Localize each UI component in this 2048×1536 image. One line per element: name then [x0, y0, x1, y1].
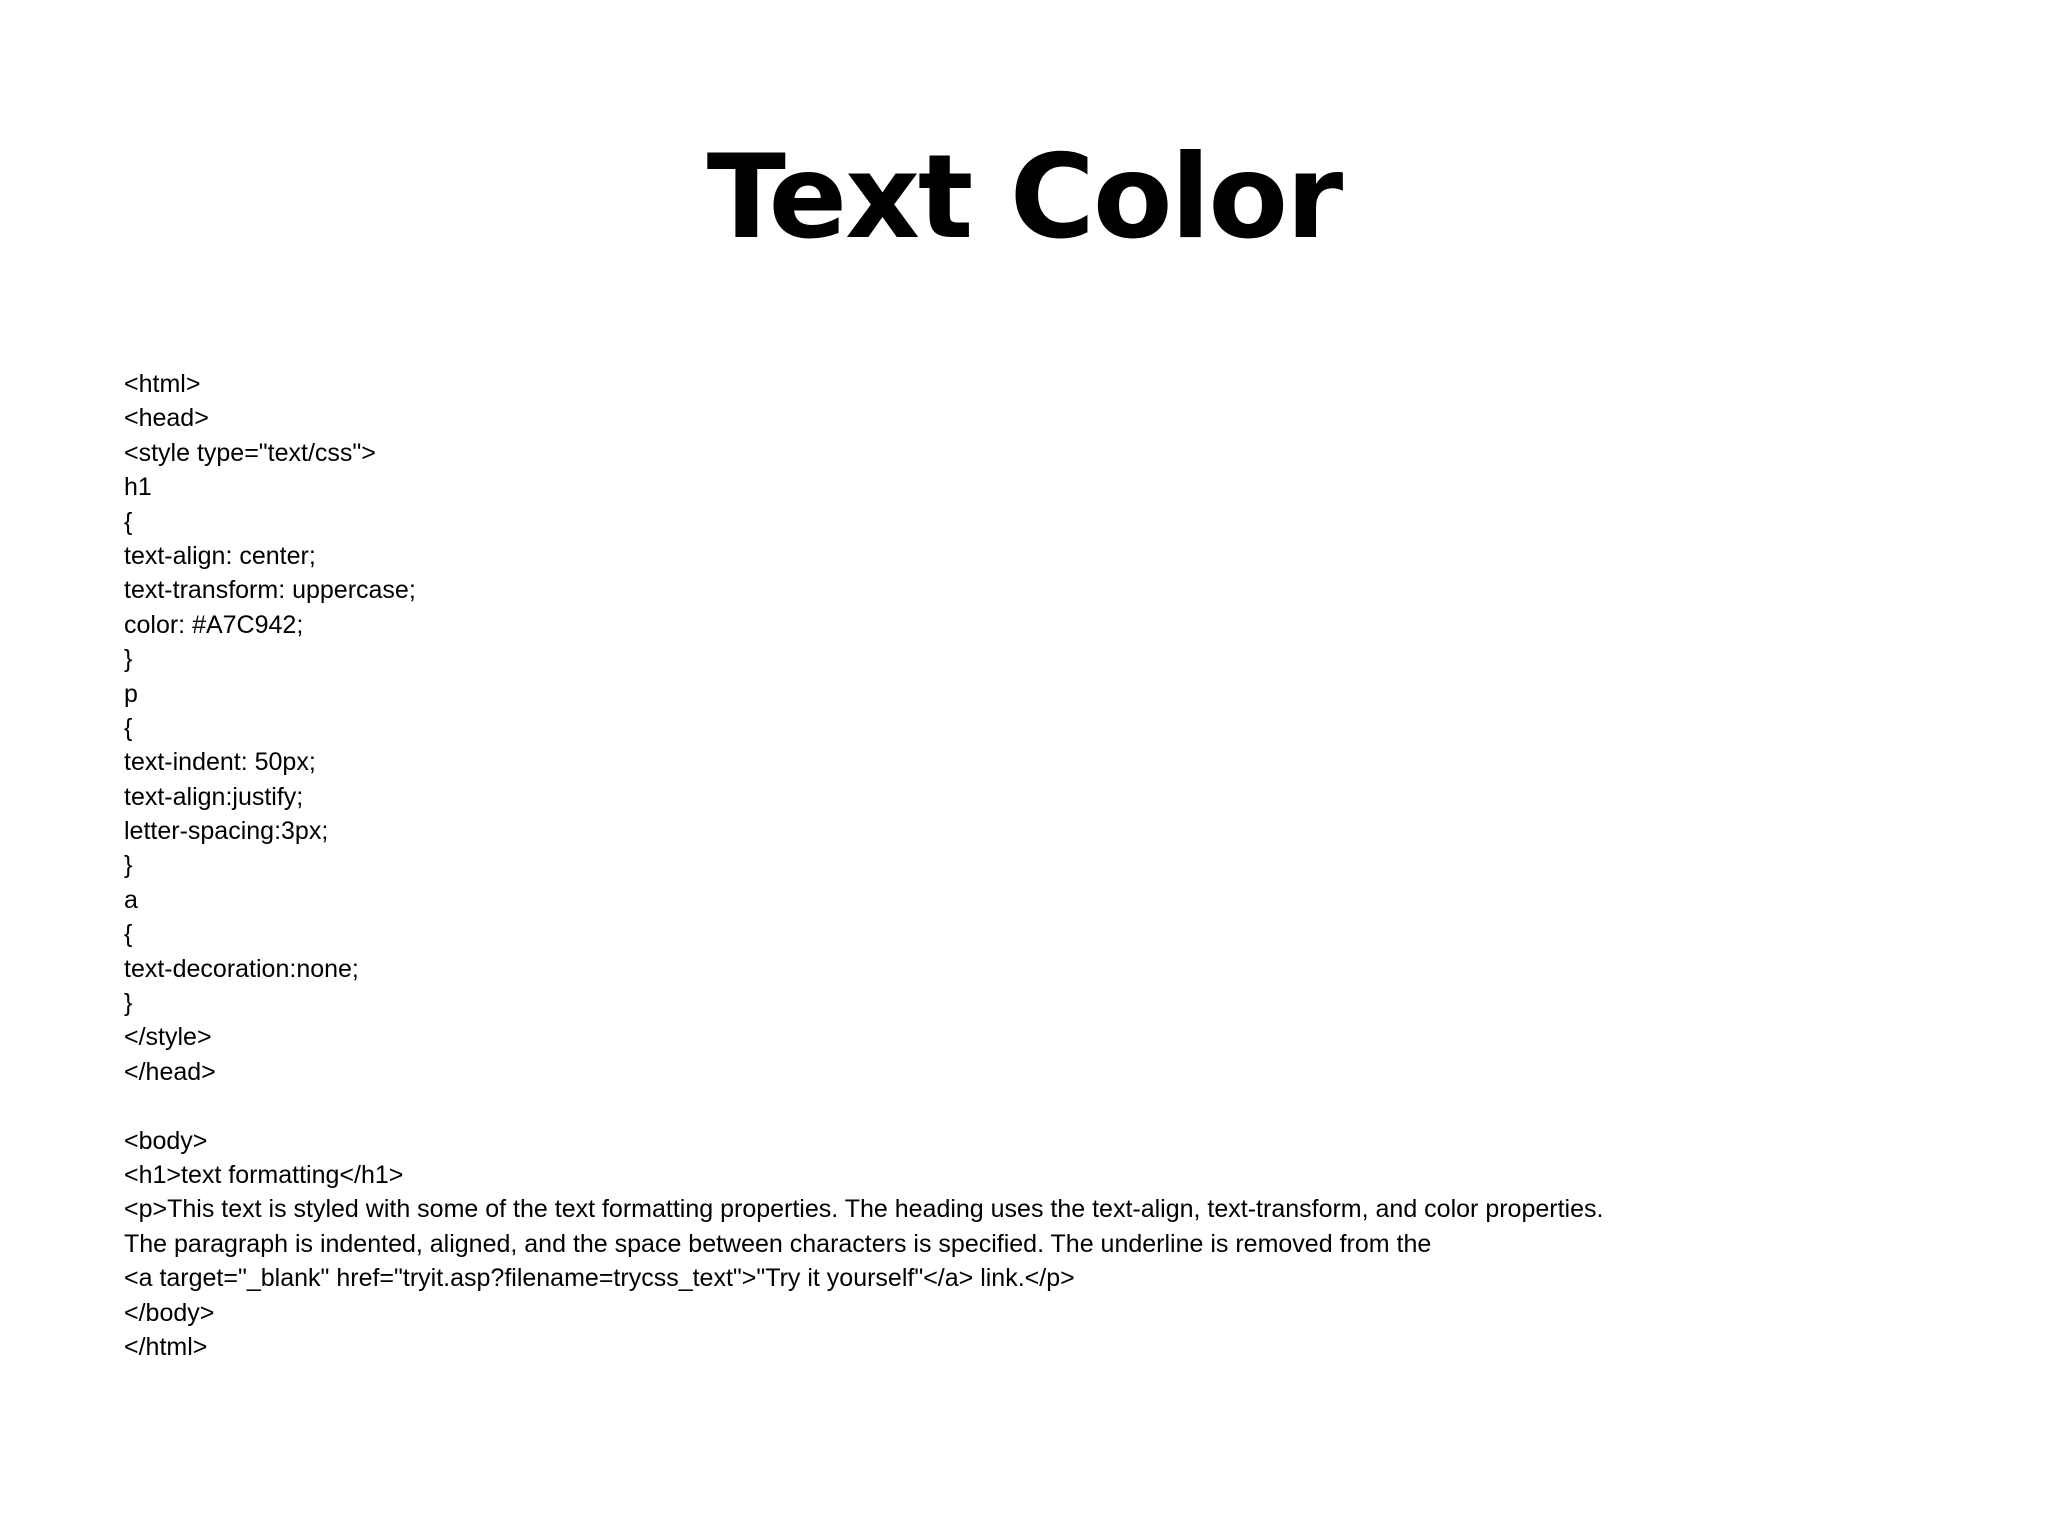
code-line: h1 [124, 473, 152, 502]
code-line: </body> [124, 1298, 215, 1327]
code-line: text-align:justify; [124, 782, 304, 811]
code-line: } [124, 989, 133, 1018]
code-line: </style> [124, 1023, 212, 1052]
code-line: a [124, 885, 138, 914]
code-line: { [124, 920, 133, 949]
code-line: p [124, 679, 138, 708]
code-line: <a target="_blank" href="tryit.asp?filename=trycss_text">"Try it yourself"</a> link.</p> [124, 1264, 1075, 1293]
code-line: </html> [124, 1332, 208, 1361]
code-line: color: #A7C942; [124, 610, 304, 639]
code-line-blank [124, 1089, 1984, 1123]
code-line: <h1>text formatting</h1> [124, 1160, 404, 1189]
code-line: text-indent: 50px; [124, 748, 316, 777]
code-line: text-decoration:none; [124, 954, 359, 983]
code-line: text-align: center; [124, 541, 316, 570]
code-line: </head> [124, 1057, 216, 1086]
slide-title: Text Color [706, 130, 1342, 265]
code-line: } [124, 851, 133, 880]
code-line: <body> [124, 1126, 208, 1155]
code-line: { [124, 713, 133, 742]
code-line: letter-spacing:3px; [124, 817, 329, 846]
code-line: { [124, 507, 133, 536]
code-line: The paragraph is indented, aligned, and the space between characters is specified. The underline is removed from the [124, 1229, 1432, 1258]
code-line: <style type="text/css"> [124, 438, 376, 467]
code-line: <head> [124, 404, 209, 433]
code-line: } [124, 645, 133, 674]
code-line: text-transform: uppercase; [124, 576, 416, 605]
code-line: <p>This text is styled with some of the text formatting properties. The heading uses the text-align, text-transform, and color properties. [124, 1195, 1604, 1224]
code-line: <html> [124, 370, 201, 398]
code-listing [124, 367, 1984, 1364]
